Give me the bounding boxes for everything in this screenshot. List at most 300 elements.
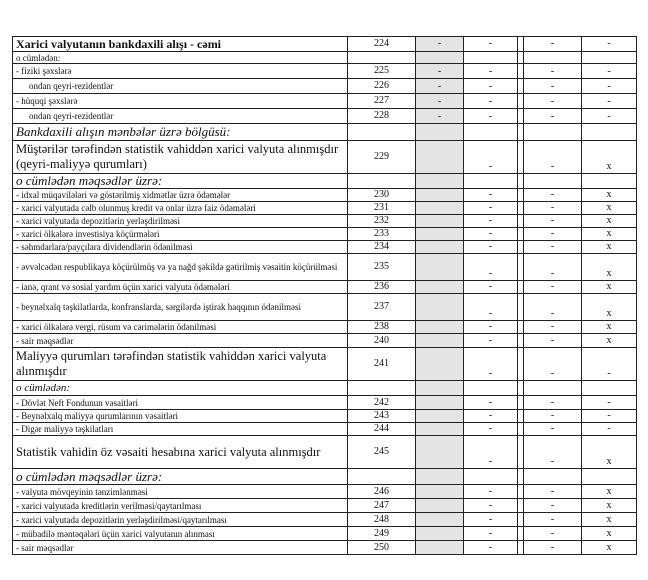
value-cell [524, 52, 582, 64]
value-cell [582, 436, 637, 469]
value-cell [582, 294, 637, 321]
table-row [13, 423, 637, 436]
cell-value: - [550, 111, 555, 122]
cell-value: x [606, 241, 612, 252]
value-cell [582, 334, 637, 348]
value-cell [416, 215, 464, 228]
row-code: 226 [348, 79, 416, 94]
value-cell [464, 124, 518, 141]
table-row [13, 469, 637, 485]
value-cell [582, 423, 637, 436]
value-cell [416, 124, 464, 141]
value-cell [582, 174, 637, 189]
row-code: 240 [348, 334, 416, 348]
cell-value: - [607, 423, 611, 434]
row-code: 250 [348, 541, 416, 555]
table-row [13, 141, 637, 174]
value-cell [416, 436, 464, 469]
value-cell [524, 189, 582, 202]
value-cell [464, 321, 518, 334]
value-cell [524, 485, 582, 499]
cell-value: x [606, 321, 612, 332]
value-cell [416, 396, 464, 410]
cell-value: - [550, 500, 555, 511]
cell-value: - [437, 96, 442, 107]
cell-value: - [550, 215, 555, 226]
cell-value: x [606, 456, 612, 467]
value-cell [524, 321, 582, 334]
cell-value: - [488, 335, 493, 346]
cell-value: - [488, 81, 493, 92]
value-cell [464, 513, 518, 527]
cell-value: x [606, 486, 612, 497]
row-code [348, 52, 416, 64]
row-code: 238 [348, 321, 416, 334]
cell-value: - [550, 96, 555, 107]
currency-purchase-table [12, 36, 637, 555]
cell-value: x [606, 542, 612, 553]
table-row [13, 79, 637, 94]
value-cell [524, 294, 582, 321]
row-label: - Beynəlxalq maliyyə qurumlarının vəsaitləri [13, 410, 348, 423]
value-cell [464, 37, 518, 52]
cell-value: x [606, 189, 612, 200]
row-code: 236 [348, 281, 416, 294]
value-cell [524, 541, 582, 555]
cell-value: - [550, 410, 555, 421]
value-cell [416, 37, 464, 52]
value-cell [582, 37, 637, 52]
row-label: o cümlədən məqsədlər üzrə: [13, 469, 348, 485]
value-cell [582, 469, 637, 485]
row-code: 245 [348, 436, 416, 469]
row-label: - ianə, qrant və sosial yardım üçün xarici valyuta ödəmələri [13, 281, 348, 294]
table-row [13, 37, 637, 52]
cell-value: x [606, 268, 612, 279]
value-cell [524, 202, 582, 215]
cell-value: - [488, 241, 493, 252]
row-label: - sair məqsədlər [13, 334, 348, 348]
cell-value: - [550, 335, 555, 346]
cell-value: - [488, 542, 493, 553]
cell-value: - [607, 38, 611, 49]
value-cell [416, 499, 464, 513]
cell-value: - [550, 456, 555, 467]
value-cell [416, 321, 464, 334]
value-cell [464, 410, 518, 423]
cell-value: - [488, 514, 493, 525]
cell-value: x [606, 161, 612, 172]
table-row [13, 348, 637, 381]
row-code: 232 [348, 215, 416, 228]
row-code: 231 [348, 202, 416, 215]
cell-value: - [607, 81, 611, 92]
value-cell [464, 541, 518, 555]
cell-value: - [550, 189, 555, 200]
cell-value: - [488, 268, 493, 279]
row-label: - xarici ölkələrə investisiya köçürmələri [13, 228, 348, 241]
row-label: Müştərilər tərəfindən statistik vahiddən xarici valyuta alınmışdır (qeyri-maliyyə qurumları) [13, 141, 348, 174]
value-cell [464, 436, 518, 469]
value-cell [416, 527, 464, 541]
cell-value: - [550, 308, 555, 319]
value-cell [464, 281, 518, 294]
cell-value: - [488, 528, 493, 539]
cell-value: - [488, 486, 493, 497]
cell-value: - [550, 241, 555, 252]
value-cell [464, 485, 518, 499]
table-row [13, 499, 637, 513]
row-label: - valyuta mövqeyinin tənzimlənməsi [13, 485, 348, 499]
cell-value: - [488, 500, 493, 511]
value-cell [524, 37, 582, 52]
value-cell [416, 513, 464, 527]
cell-value: x [606, 528, 612, 539]
cell-value: x [606, 228, 612, 239]
row-label: - xarici valyutada depozitlərin yerləşdirilməsi/qaytarılması [13, 513, 348, 527]
cell-value: - [550, 423, 555, 434]
value-cell [464, 527, 518, 541]
cell-value: x [606, 202, 612, 213]
cell-value: - [488, 215, 493, 226]
cell-value: - [550, 228, 555, 239]
table-row [13, 281, 637, 294]
value-cell [582, 348, 637, 381]
value-cell [416, 109, 464, 124]
table-row [13, 202, 637, 215]
data-table-container [12, 36, 636, 555]
row-code: 242 [348, 396, 416, 410]
value-cell [524, 228, 582, 241]
row-label: ondan qeyri-rezidentlər [13, 109, 348, 124]
cell-value: - [488, 111, 493, 122]
cell-value: - [488, 456, 493, 467]
table-row [13, 436, 637, 469]
cell-value: - [488, 202, 493, 213]
row-code: 234 [348, 241, 416, 254]
cell-value: - [488, 410, 493, 421]
value-cell [582, 79, 637, 94]
row-label: - sair məqsədlər [13, 541, 348, 555]
value-cell [416, 141, 464, 174]
cell-value: x [606, 308, 612, 319]
value-cell [582, 241, 637, 254]
row-code: 235 [348, 254, 416, 281]
table-row [13, 94, 637, 109]
value-cell [464, 202, 518, 215]
cell-value: x [606, 514, 612, 525]
value-cell [582, 541, 637, 555]
value-cell [464, 94, 518, 109]
value-cell [582, 94, 637, 109]
cell-value: x [606, 500, 612, 511]
table-row [13, 381, 637, 396]
table-row [13, 64, 637, 79]
row-code: 230 [348, 189, 416, 202]
cell-value: - [550, 38, 555, 49]
cell-value: - [550, 486, 555, 497]
value-cell [524, 64, 582, 79]
value-cell [416, 64, 464, 79]
cell-value: - [550, 368, 555, 379]
value-cell [582, 228, 637, 241]
value-cell [582, 410, 637, 423]
cell-value: - [607, 111, 611, 122]
value-cell [582, 109, 637, 124]
cell-value: - [550, 202, 555, 213]
row-code: 241 [348, 348, 416, 381]
row-label: o cümlədən: [13, 381, 348, 396]
value-cell [416, 485, 464, 499]
value-cell [582, 499, 637, 513]
value-cell [524, 469, 582, 485]
row-label: - xarici valyutada cəlb olunmuş kredit və onlar üzrə faiz ödəmələri [13, 202, 348, 215]
value-cell [524, 499, 582, 513]
value-cell [464, 499, 518, 513]
value-cell [416, 281, 464, 294]
table-row [13, 52, 637, 64]
row-label: - xarici valyutada kreditlərin verilməsi/qaytarılması [13, 499, 348, 513]
table-row [13, 215, 637, 228]
value-cell [524, 513, 582, 527]
value-cell [464, 52, 518, 64]
value-cell [524, 254, 582, 281]
cell-value: - [437, 38, 442, 49]
value-cell [524, 215, 582, 228]
value-cell [416, 469, 464, 485]
row-label: - idxal müqavilələri və göstərilmiş xidmətlər üzrə ödəmələr [13, 189, 348, 202]
value-cell [524, 141, 582, 174]
cell-value: - [550, 514, 555, 525]
row-label: Maliyyə qurumları tərəfindən statistik vahiddən xarici valyuta alınmışdır [13, 348, 348, 381]
row-code [348, 469, 416, 485]
value-cell [524, 124, 582, 141]
cell-value: - [488, 228, 493, 239]
cell-value: - [550, 321, 555, 332]
value-cell [416, 174, 464, 189]
value-cell [464, 469, 518, 485]
table-row [13, 241, 637, 254]
row-code: 243 [348, 410, 416, 423]
cell-value: - [550, 161, 555, 172]
value-cell [524, 396, 582, 410]
row-label: - xarici ölkələrə vergi, rüsum və cərimələrin ödənilməsi [13, 321, 348, 334]
row-code: 244 [348, 423, 416, 436]
value-cell [582, 485, 637, 499]
value-cell [582, 381, 637, 396]
value-cell [464, 228, 518, 241]
row-label: o cümlədən məqsədlər üzrə: [13, 174, 348, 189]
cell-value: - [550, 542, 555, 553]
cell-value: - [550, 528, 555, 539]
value-cell [524, 527, 582, 541]
value-cell [464, 64, 518, 79]
cell-value: - [437, 111, 442, 122]
value-cell [524, 436, 582, 469]
value-cell [582, 513, 637, 527]
value-cell [582, 527, 637, 541]
value-cell [524, 381, 582, 396]
table-row [13, 513, 637, 527]
row-label: - mübadilə məntəqələri üçün xarici valyutanın alınması [13, 527, 348, 541]
table-row [13, 334, 637, 348]
table-row [13, 541, 637, 555]
cell-value: - [550, 268, 555, 279]
row-code [348, 124, 416, 141]
value-cell [464, 254, 518, 281]
cell-value: - [488, 423, 493, 434]
value-cell [464, 241, 518, 254]
value-cell [582, 202, 637, 215]
cell-value: - [488, 189, 493, 200]
cell-value: - [437, 81, 442, 92]
row-label: - səhmdarlara/payçılara dividendlərin ödənilməsi [13, 241, 348, 254]
cell-value: - [488, 96, 493, 107]
value-cell [464, 79, 518, 94]
table-row [13, 254, 637, 281]
value-cell [416, 334, 464, 348]
value-cell [464, 174, 518, 189]
value-cell [464, 109, 518, 124]
cell-value: - [550, 66, 555, 77]
table-row [13, 396, 637, 410]
value-cell [416, 541, 464, 555]
row-label: - Dövlət Neft Fondunun vəsaitləri [13, 396, 348, 410]
cell-value: - [607, 397, 611, 408]
row-label: Xarici valyutanın bankdaxili alışı - cəmi [13, 37, 348, 52]
table-row [13, 189, 637, 202]
value-cell [524, 79, 582, 94]
value-cell [582, 124, 637, 141]
value-cell [416, 79, 464, 94]
value-cell [464, 294, 518, 321]
cell-value: - [488, 66, 493, 77]
row-label: ondan qeyri-rezidentlər [13, 79, 348, 94]
row-code: 237 [348, 294, 416, 321]
value-cell [416, 254, 464, 281]
value-cell [464, 215, 518, 228]
table-row [13, 109, 637, 124]
value-cell [416, 52, 464, 64]
value-cell [464, 189, 518, 202]
row-label: - hüquqi şəxslərə [13, 94, 348, 109]
cell-value: - [488, 397, 493, 408]
value-cell [464, 381, 518, 396]
table-row [13, 485, 637, 499]
value-cell [416, 228, 464, 241]
value-cell [582, 64, 637, 79]
cell-value: - [550, 281, 555, 292]
cell-value: - [550, 397, 555, 408]
row-code: 247 [348, 499, 416, 513]
table-row [13, 228, 637, 241]
cell-value: - [488, 38, 493, 49]
cell-value: - [488, 281, 493, 292]
row-code: 228 [348, 109, 416, 124]
cell-value: - [607, 66, 611, 77]
value-cell [464, 141, 518, 174]
table-row [13, 410, 637, 423]
row-label: - xarici valyutada depozitlərin yerləşdirilməsi [13, 215, 348, 228]
value-cell [582, 141, 637, 174]
value-cell [582, 189, 637, 202]
table-row [13, 527, 637, 541]
value-cell [524, 174, 582, 189]
cell-value: - [607, 96, 611, 107]
cell-value: - [607, 410, 611, 421]
value-cell [524, 334, 582, 348]
value-cell [524, 348, 582, 381]
row-label: - fiziki şəxslərə [13, 64, 348, 79]
cell-value: - [607, 368, 611, 379]
row-label: - əvvəlcədən respublikaya köçürülmüş və ya nağd şəkildə gətirilmiş vəsaitin köçürülməsi [13, 254, 348, 281]
value-cell [582, 321, 637, 334]
row-code: 227 [348, 94, 416, 109]
value-cell [582, 254, 637, 281]
row-code: 249 [348, 527, 416, 541]
value-cell [416, 202, 464, 215]
value-cell [416, 410, 464, 423]
value-cell [416, 189, 464, 202]
row-label: o cümlədən: [13, 52, 348, 64]
value-cell [416, 423, 464, 436]
cell-value: - [488, 368, 493, 379]
value-cell [464, 396, 518, 410]
value-cell [582, 52, 637, 64]
cell-value: x [606, 335, 612, 346]
row-label: - beynəlxalq təşkilatlarda, konfranslarda, sərgilərdə iştirak haqqının ödənilməsi [13, 294, 348, 321]
row-code: 246 [348, 485, 416, 499]
value-cell [524, 241, 582, 254]
table-row [13, 124, 637, 141]
value-cell [464, 348, 518, 381]
row-code: 229 [348, 141, 416, 174]
cell-value: x [606, 281, 612, 292]
value-cell [416, 348, 464, 381]
row-code: 224 [348, 37, 416, 52]
row-code: 233 [348, 228, 416, 241]
table-row [13, 174, 637, 189]
value-cell [524, 410, 582, 423]
cell-value: - [488, 161, 493, 172]
row-label: - Digər maliyyə təşkilatları [13, 423, 348, 436]
value-cell [524, 94, 582, 109]
row-code: 225 [348, 64, 416, 79]
cell-value: - [437, 66, 442, 77]
value-cell [582, 215, 637, 228]
cell-value: - [488, 308, 493, 319]
row-code: 248 [348, 513, 416, 527]
row-label: Statistik vahidin öz vəsaiti hesabına xarici valyuta alınmışdır [13, 436, 348, 469]
row-code [348, 174, 416, 189]
table-row [13, 321, 637, 334]
value-cell [582, 281, 637, 294]
row-label: Bankdaxili alışın mənbələr üzrə bölgüsü: [13, 124, 348, 141]
cell-value: x [606, 215, 612, 226]
value-cell [524, 281, 582, 294]
row-code [348, 381, 416, 396]
table-row [13, 294, 637, 321]
value-cell [582, 396, 637, 410]
value-cell [416, 241, 464, 254]
value-cell [416, 94, 464, 109]
value-cell [524, 423, 582, 436]
value-cell [416, 381, 464, 396]
value-cell [464, 334, 518, 348]
value-cell [416, 294, 464, 321]
cell-value: - [550, 81, 555, 92]
value-cell [464, 423, 518, 436]
